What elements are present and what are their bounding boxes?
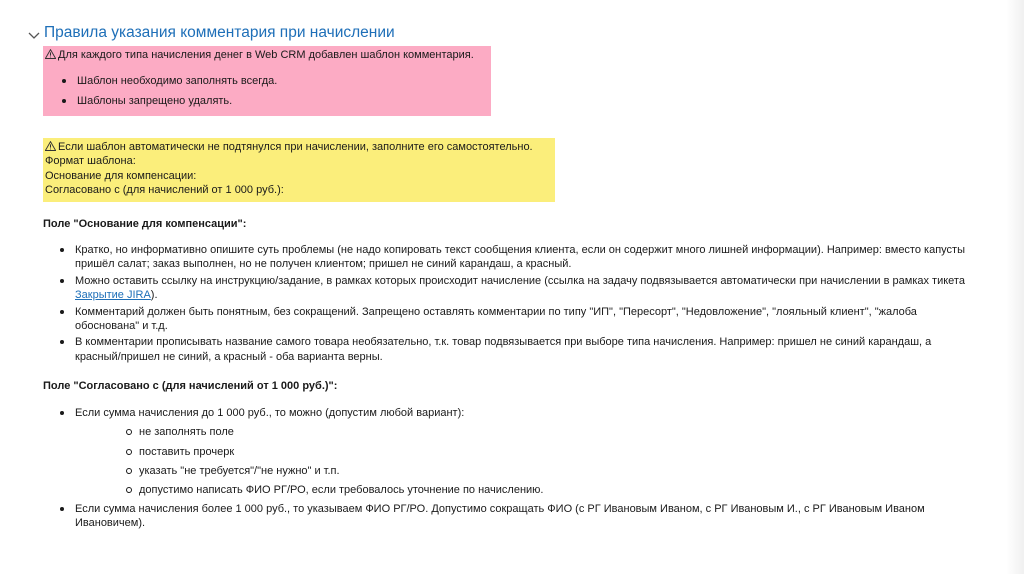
list-item-text: Можно оставить ссылку на инструкцию/задание, в рамках которых происходит начисление (ссылка на задачу подвязывается автоматически при начислении в рамках тикета bbox=[75, 274, 965, 287]
list-item: Комментарий должен быть понятным, без сокращений. Запрещено оставлять комментарии по типу "ИП", "Пересорт", "Недовложение", "лояльный клиент", "жалоба обоснована" и т.д. bbox=[43, 305, 970, 334]
basis-field-list bbox=[43, 243, 986, 364]
warning-yellow-box bbox=[43, 138, 555, 202]
document-page bbox=[26, 22, 986, 534]
sub-list-item: не заполнять поле bbox=[75, 425, 970, 439]
warning-pink-box bbox=[43, 46, 491, 116]
section-title: Правила указания комментария при начислении bbox=[44, 24, 395, 41]
chevron-down-icon[interactable] bbox=[26, 27, 42, 43]
warning-yellow-text-line bbox=[45, 140, 553, 154]
list-item bbox=[43, 406, 970, 498]
approved-field-heading: Поле "Согласовано с (для начислений от 1 000 руб.)": bbox=[43, 380, 338, 393]
basis-field-heading: Поле "Основание для компенсации": bbox=[43, 217, 247, 230]
list-item: Шаблон необходимо заполнять всегда. bbox=[45, 74, 489, 88]
warning-icon bbox=[45, 49, 56, 59]
list-item: В комментарии прописывать название самого товара необязательно, т.к. товар подвязывается при выборе типа начисления. Например: пришел не синий карандаш, а красный/пришел не синий, а красный - оба варианта верны. bbox=[43, 335, 970, 364]
warning-icon bbox=[45, 141, 56, 151]
warning-pink-text-line bbox=[45, 48, 489, 62]
page-edge-shadow bbox=[1006, 0, 1024, 574]
section-header[interactable] bbox=[26, 22, 986, 44]
list-item: Если сумма начисления более 1 000 руб., то указываем ФИО РГ/РО. Допустимо сокращать ФИО (с РГ Ивановым Иваном, с РГ Ивановым И., с РГ Ивановым Иваном Ивановичем). bbox=[43, 502, 970, 531]
pink-list bbox=[45, 74, 489, 108]
list-item: Шаблоны запрещено удалять. bbox=[45, 94, 489, 108]
template-approved-line: Согласовано с (для начислений от 1 000 руб.): bbox=[45, 184, 284, 197]
sub-list-item: допустимо написать ФИО РГ/РО, если требовалось уточнение по начислению. bbox=[75, 483, 970, 497]
list-item-suffix: ). bbox=[150, 289, 158, 302]
list-item: Кратко, но информативно опишите суть проблемы (не надо копировать текст сообщения клиента, если он содержит много лишней информации). Например: вместо капусты пришёл салат; заказ выполнен, но не получен клиентом; пришел не синий карандаш, а красный. bbox=[43, 243, 970, 272]
list-item-text: Если сумма начисления до 1 000 руб., то можно (допустим любой вариант): bbox=[75, 406, 465, 419]
approved-field-list bbox=[43, 406, 986, 531]
sub-list-item: поставить прочерк bbox=[75, 445, 970, 459]
list-item bbox=[43, 274, 970, 303]
warning-pink-text: Для каждого типа начисления денег в Web CRM добавлен шаблон комментария. bbox=[58, 49, 474, 61]
warning-yellow-text: Если шаблон автоматически не подтянулся при начислении, заполните его самостоятельно. bbox=[58, 141, 533, 153]
section-content bbox=[43, 46, 986, 531]
jira-closure-link[interactable]: Закрытие JIRA bbox=[75, 289, 151, 302]
approved-sub-list bbox=[75, 425, 970, 498]
sub-list-item: указать "не требуется"/"не нужно" и т.п. bbox=[75, 464, 970, 478]
template-basis-line: Основание для компенсации: bbox=[45, 169, 197, 182]
template-format-line: Формат шаблона: bbox=[45, 155, 136, 168]
